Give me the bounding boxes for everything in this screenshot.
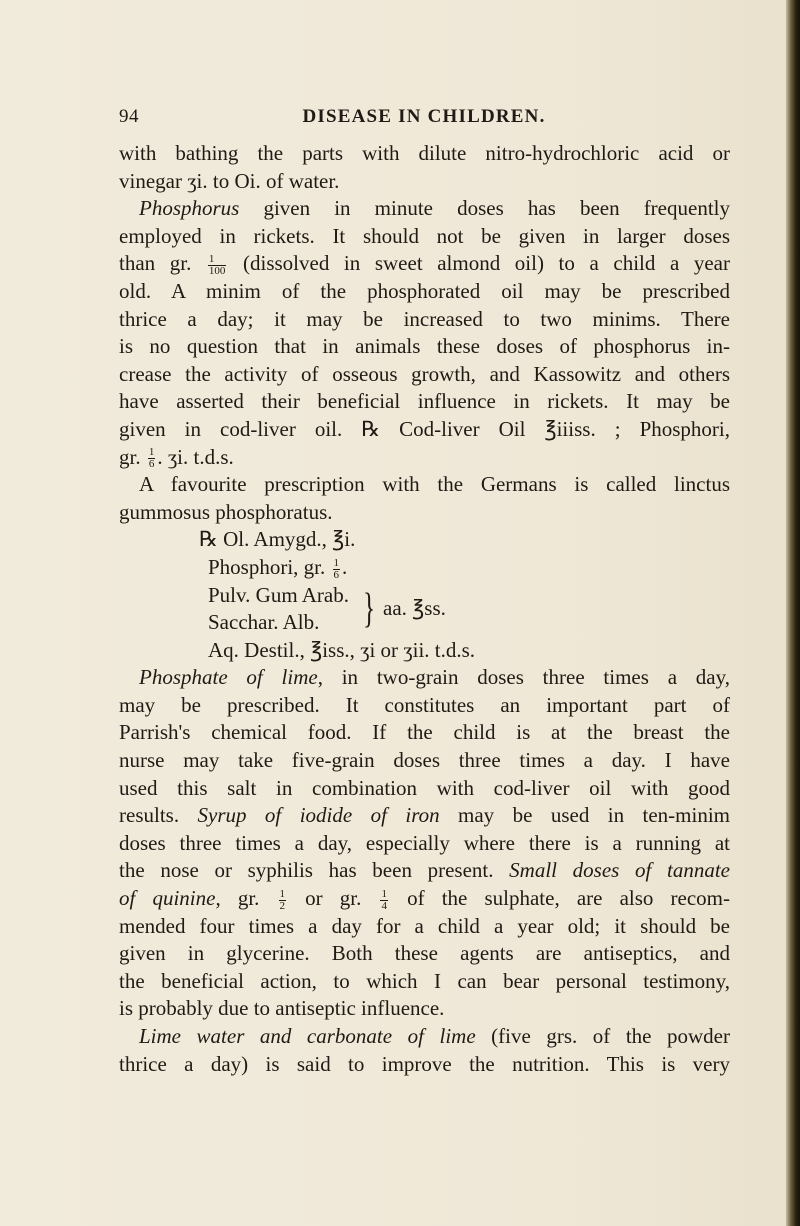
prescription-line: Aq. Destil., ℥iss., ʒi or ʒii. t.d.s. [208, 637, 476, 662]
text-line: the nose or syphilis has been present. Small doses of tannate [119, 858, 730, 883]
text-line: used this salt in combination with cod-liver oil with good [119, 775, 730, 800]
text-line: results. Syrup of iodide of iron may be used in ten-minim [119, 803, 731, 828]
text-line: given in glycerine. Both these agents are antiseptics, and [119, 941, 730, 966]
text-line: have asserted their beneficial influence in rickets. It may be [119, 389, 730, 414]
prescription-line: Phosphori, gr. $\frac{1}{6}$ . [208, 554, 348, 581]
text-line: crease the activity of osseous growth, and Kassowitz and others [119, 361, 730, 386]
text-line: old. A minim of the phosphorated oil may be prescribed [119, 278, 730, 303]
fraction: $\frac{1}{6}$ [148, 446, 155, 471]
prescription-quantity: aa. ℥ss. [383, 595, 446, 620]
text-line: thrice a day; it may be increased to two minims. There [119, 306, 730, 331]
body-text [119, 140, 730, 1078]
text-line: Phosphate of lime, in two-grain doses three times a day, [139, 665, 730, 690]
text-line: nurse may take five-grain doses three times a day. I have [119, 748, 730, 773]
prescription-line: ℞ Ol. Amygd., ℥i. [199, 527, 356, 552]
page-header [119, 106, 729, 130]
text-line: Lime water and carbonate of lime (five grs. of the powder [139, 1024, 730, 1048]
text-line: the beneficial action, to which I can bear personal testimony, [119, 968, 730, 993]
prescription-line: Pulv. Gum Arab. [208, 582, 349, 607]
prescription-line: Sacchar. Alb. [208, 610, 320, 635]
prescription-brace-group [119, 582, 730, 637]
fraction: $\frac{1}{6}$ [333, 556, 340, 581]
text-line: mended four times a day for a child a year old; it should be [119, 913, 730, 938]
fraction: $\frac{1}{4}$ [381, 887, 387, 912]
text-line: is no question that in animals these doses of phosphorus in- [119, 334, 730, 359]
text-line: gummosus phosphoratus. [119, 499, 333, 524]
text-line: may be prescribed. It constitutes an important part of [119, 692, 730, 717]
text-line: A favourite prescription with the Germans is called linctus [139, 472, 730, 497]
text-line: than gr. $\frac{1}{100}$ (dissolved in sweet almond oil) to a child a year [119, 251, 730, 278]
text-line: of quinine, gr. $\frac{1}{2}$ or gr. $\frac{1}{4}$ of the sulphate, are also recom- [119, 886, 730, 912]
text-line: vinegar ʒi. to Oi. of water. [119, 168, 340, 193]
text-line: thrice a day) is said to improve the nutrition. This is very [119, 1051, 730, 1076]
page-number: 94 [119, 106, 139, 127]
text-line: Phosphorus given in minute doses has been frequently [139, 196, 730, 221]
text-line: is probably due to antiseptic influence. [119, 996, 445, 1021]
text-line: employed in rickets. It should not be given in larger doses [119, 223, 730, 248]
text-line: Parrish's chemical food. If the child is at the breast the [119, 720, 730, 745]
text-line: given in cod-liver oil. ℞ Cod-liver Oil ℥iiiss. ; Phosphori, [119, 416, 730, 441]
fraction: $\frac{1}{100}$ [208, 253, 226, 278]
text-line: gr. $\frac{1}{6}$ . ʒi. t.d.s. [119, 444, 234, 471]
page-edge-shadow [786, 0, 800, 1226]
text-line: doses three times a day, especially where there is a running at [119, 830, 730, 855]
brace: } [363, 585, 376, 632]
text-line: with bathing the parts with dilute nitro-hydrochloric acid or [119, 141, 730, 165]
fraction: $\frac{1}{2}$ [279, 887, 286, 912]
running-head: DISEASE IN CHILDREN. [302, 106, 546, 127]
